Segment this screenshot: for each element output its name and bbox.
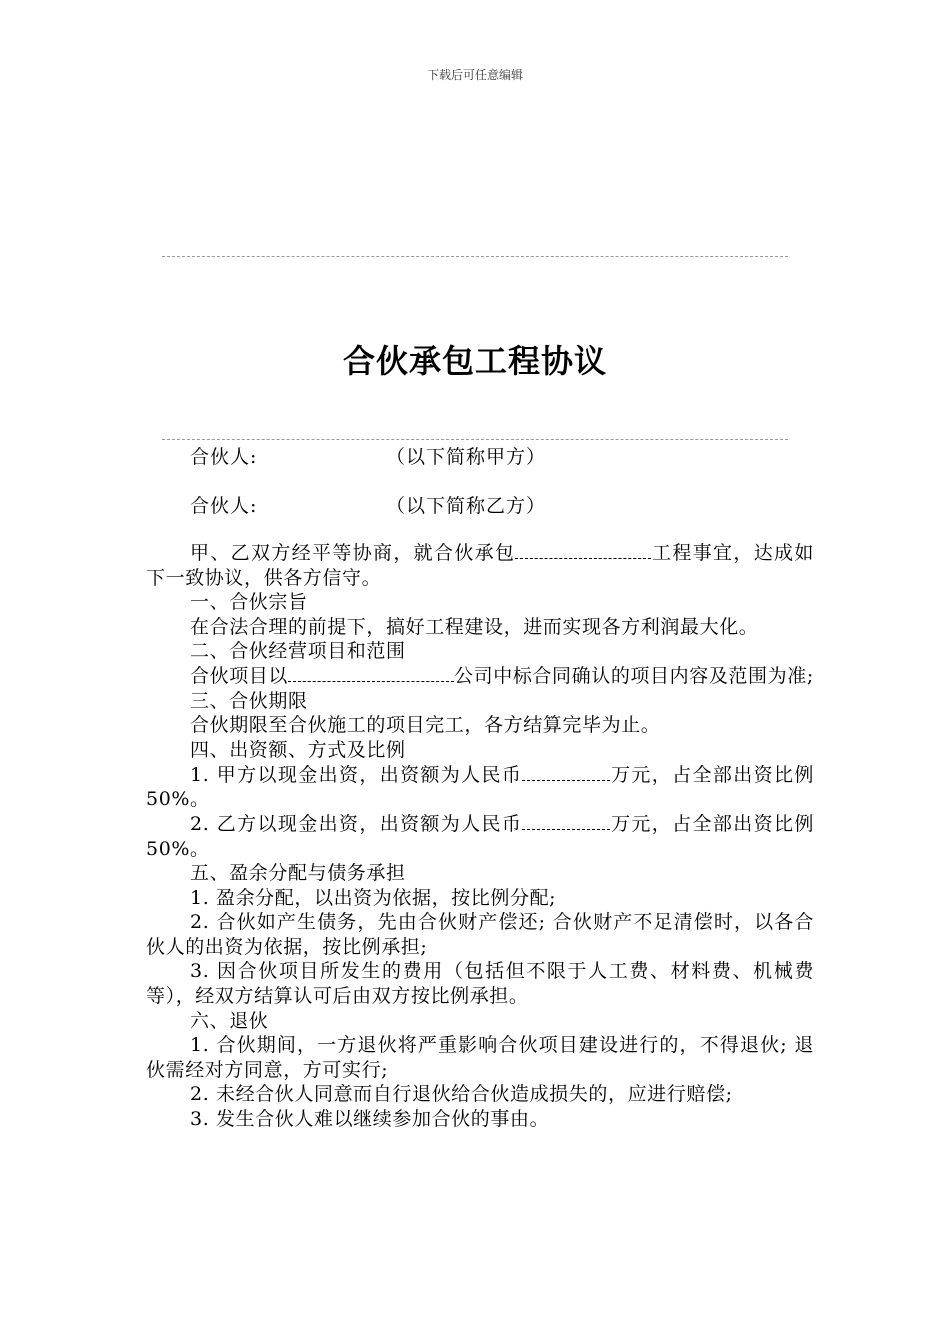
section-3-heading: 三、合伙期限 (190, 689, 308, 712)
section-5-item-3: 3. 因合伙项目所发生的费用（包括但不限于人工费、材料费、机械费等），经双方结算认可后由双方按比例承担。 (146, 960, 814, 1008)
party-a-line (190, 442, 546, 469)
project-name-blank (515, 541, 651, 559)
intro-paragraph: 甲、乙双方经平等协商，就合伙承包 工程事宜，达成如下一致协议，供各方信守。 (146, 542, 814, 589)
party-b-amount-blank (522, 812, 610, 830)
header-note: 下载后可任意编辑 (426, 68, 523, 82)
section-6-item-1: 1. 合伙期间，一方退伙将严重影响合伙项目建设进行的，不得退伙; 退伙需经对方同意，方可实行; (146, 1034, 814, 1081)
agreement-body (146, 541, 814, 1132)
section-5-item-1: 1. 盈余分配，以出资为依据，按比例分配; (190, 886, 557, 909)
party-b-line (190, 491, 546, 518)
section-2-text: 合伙项目以 公司中标合同确认的项目内容及范围为准; (190, 665, 814, 688)
section-6-item-3: 3. 发生合伙人难以继续参加合伙的事由。 (190, 1108, 550, 1131)
document-title: 合伙承包工程协议 (342, 342, 607, 380)
section-6-heading: 六、退伙 (190, 1009, 269, 1032)
party-b-alias: （以下简称乙方） (386, 495, 547, 517)
party-a-label: 合伙人: (190, 446, 258, 468)
dashed-divider-middle (162, 439, 788, 440)
section-5-item-2: 2. 合伙如产生债务，先由合伙财产偿还; 合伙财产不足清偿时，以各合伙人的出资为依据，按比例承担; (146, 911, 814, 958)
section-2-heading: 二、合伙经营项目和范围 (190, 640, 406, 663)
section-1-text: 在合法合理的前提下，搞好工程建设，进而实现各方利润最大化。 (190, 615, 759, 638)
section-1-heading: 一、合伙宗旨 (190, 591, 308, 614)
section-6-item-2: 2. 未经合伙人同意而自行退伙给合伙造成损失的，应进行赔偿; (190, 1083, 733, 1106)
section-4-item-1: 1. 甲方以现金出资，出资额为人民币 万元，占全部出资比例 50%。 (146, 763, 814, 811)
section-4-heading: 四、出资额、方式及比例 (190, 738, 406, 761)
section-4-item-2: 2. 乙方以现金出资，出资额为人民币 万元，占全部出资比例 50%。 (146, 812, 814, 860)
party-a-alias: （以下简称甲方） (386, 446, 547, 468)
party-a-amount-blank (522, 763, 610, 781)
section-3-text: 合伙期限至合伙施工的项目完工，各方结算完毕为止。 (190, 714, 661, 737)
party-b-label: 合伙人: (190, 495, 258, 517)
section-5-heading: 五、盈余分配与债务承担 (190, 862, 406, 885)
company-name-blank (288, 664, 454, 682)
dashed-divider-top (162, 256, 788, 257)
